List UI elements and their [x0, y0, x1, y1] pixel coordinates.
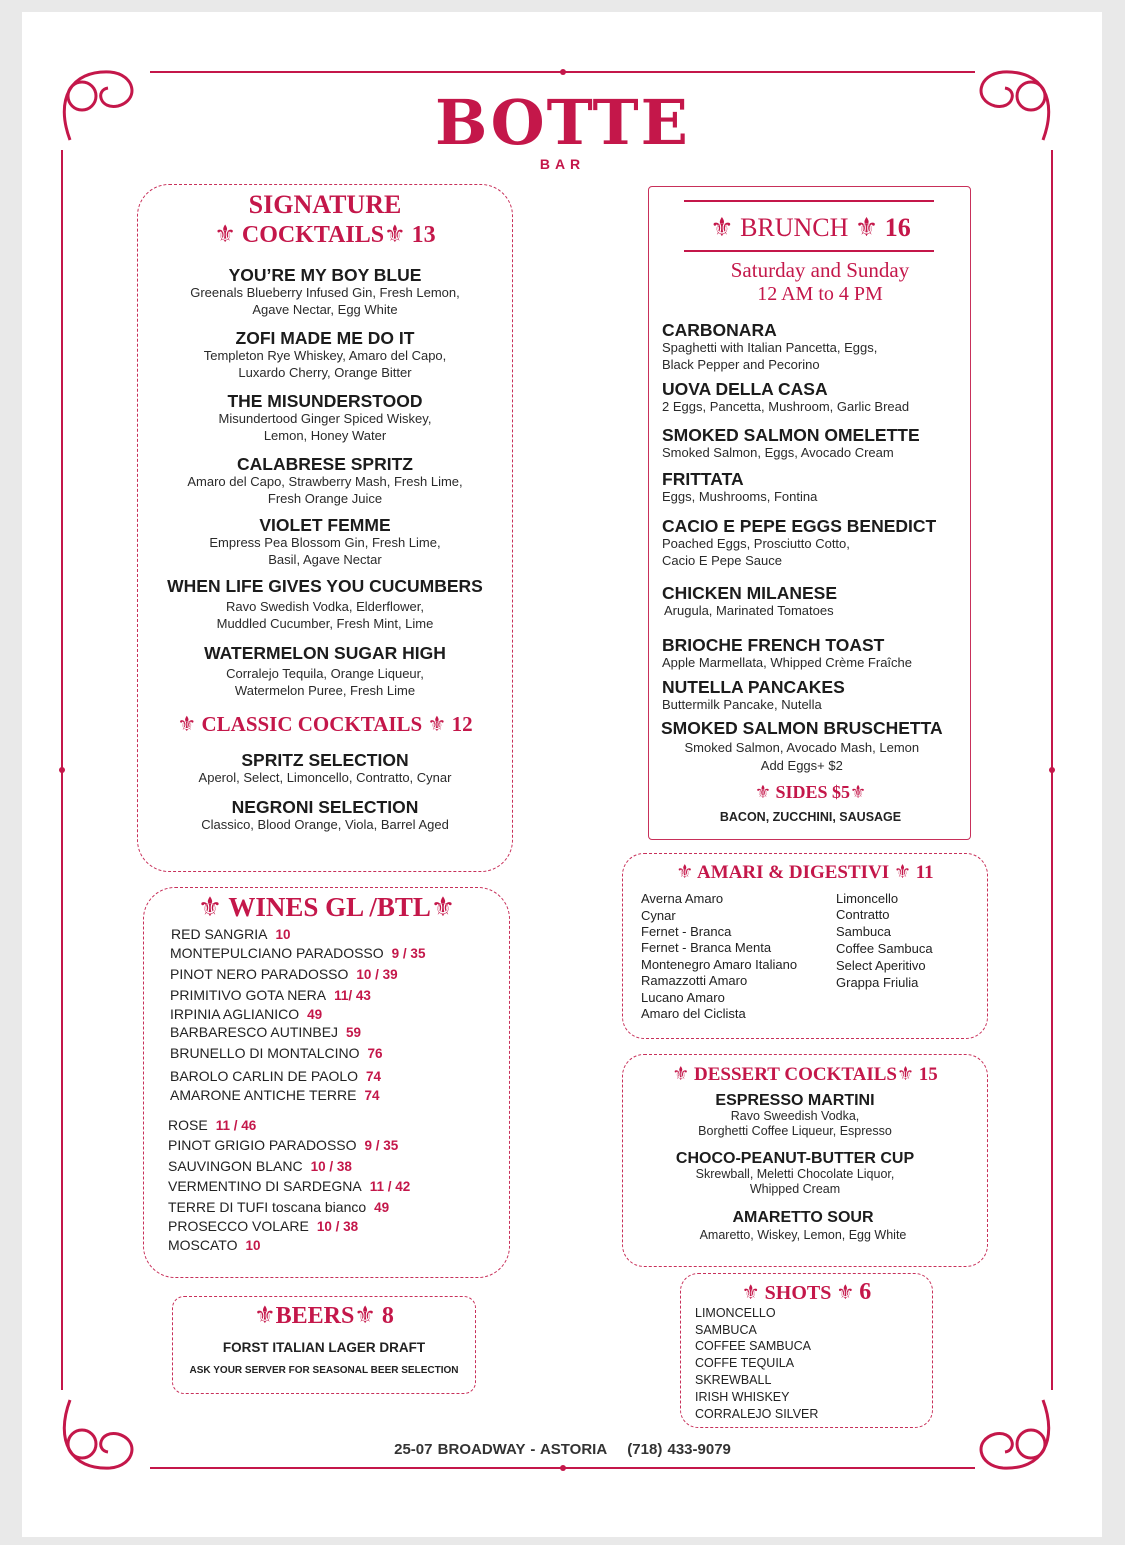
cocktail-item: WHEN LIFE GIVES YOU CUCUMBERS Ravo Swedish Vodka, Elderflower, Muddled Cucumber, Fresh Mint, Lime: [167, 576, 483, 631]
classic-cocktails-title: ⚜ CLASSIC COCKTAILS ⚜ 12: [177, 712, 473, 736]
wine-item: VERMENTINO DI SARDEGNA 11 / 42: [168, 1178, 411, 1194]
wine-item: TERRE DI TUFI toscana bianco 49: [168, 1199, 390, 1215]
amari-item: Sambuca: [836, 924, 891, 939]
fleuron-icon: ⚜: [197, 892, 223, 923]
brunch-item: CACIO E PEPE EGGS BENEDICT Poached Eggs, Prosciutto Cotto, Cacio E Pepe Sauce: [662, 516, 937, 568]
footer-address: 25-07 BROADWAY - ASTORIA: [394, 1441, 607, 1458]
brunch-rule-top: [684, 200, 934, 202]
dessert-title: ⚜ DESSERT COCKTAILS⚜ 15: [672, 1063, 938, 1085]
wine-item: PROSECCO VOLARE 10 / 38: [168, 1218, 359, 1234]
cocktail-item: ZOFI MADE ME DO IT Templeton Rye Whiskey, Amaro del Capo, Luxardo Cherry, Orange Bitter: [203, 328, 447, 380]
wines-title: ⚜ WINES GL /BTL⚜: [197, 892, 456, 923]
amari-title: ⚜ AMARI & DIGESTIVI ⚜ 11: [676, 861, 934, 883]
wine-item: BARBARESCO AUTINBEJ 59: [170, 1024, 362, 1040]
sides-list: BACON, ZUCCHINI, SAUSAGE: [719, 810, 902, 824]
amari-item: Select Aperitivo: [836, 958, 926, 973]
amari-item: Fernet - Branca: [641, 924, 732, 939]
fleuron-icon: ⚜: [710, 213, 734, 243]
cocktail-item: CALABRESE SPRITZ Amaro del Capo, Strawberry Mash, Fresh Lime, Fresh Orange Juice: [187, 454, 463, 506]
sides-title: ⚜ SIDES $5⚜: [754, 782, 867, 803]
fleuron-icon: ⚜: [754, 782, 771, 803]
amari-item: Coffee Sambuca: [836, 941, 933, 956]
brunch-item: NUTELLA PANCAKES Buttermilk Pancake, Nutella: [662, 677, 845, 712]
wine-item: MONTEPULCIANO PARADOSSO 9 / 35: [170, 945, 426, 961]
brunch-hours: 12 AM to 4 PM: [757, 283, 883, 305]
amari-item: Averna Amaro: [641, 891, 724, 906]
brunch-item: UOVA DELLA CASA 2 Eggs, Pancetta, Mushroom, Garlic Bread: [662, 379, 910, 414]
fleuron-icon: ⚜: [254, 1301, 276, 1329]
fleuron-icon: ⚜: [854, 213, 879, 243]
fleuron-icon: ⚜: [672, 1063, 690, 1085]
fleuron-icon: ⚜: [384, 220, 406, 248]
wine-item: SAUVINGON BLANC 10 / 38: [168, 1158, 352, 1174]
footer-phone: (718) 433-9079: [627, 1441, 731, 1458]
wine-item: IRPINIA AGLIANICO 49: [170, 1006, 323, 1022]
footer-contact: [0, 1441, 1125, 1458]
amari-item: Contratto: [836, 907, 890, 922]
fleuron-icon: ⚜: [676, 861, 694, 883]
shot-item: COFFEE SAMBUCA: [695, 1339, 811, 1353]
dessert-item: ESPRESSO MARTINI Ravo Sweedish Vodka, Borghetti Coffee Liqueur, Espresso: [698, 1092, 892, 1138]
cocktail-item: THE MISUNDERSTOOD Misundertood Ginger Spiced Wiskey, Lemon, Honey Water: [218, 391, 432, 443]
cocktail-item: NEGRONI SELECTION Classico, Blood Orange, Viola, Barrel Aged: [201, 797, 449, 832]
fleuron-icon: ⚜: [893, 861, 911, 883]
amari-item: Limoncello: [836, 891, 899, 906]
fleuron-icon: ⚜: [836, 1280, 855, 1304]
fleuron-icon: ⚜: [177, 712, 197, 736]
beers-title: ⚜BEERS⚜ 8: [254, 1301, 394, 1329]
fleuron-icon: ⚜: [427, 712, 447, 736]
cocktail-item: WATERMELON SUGAR HIGH Corralejo Tequila, Orange Liqueur, Watermelon Puree, Fresh Lime: [204, 643, 446, 698]
brunch-item: CHICKEN MILANESE Arugula, Marinated Tomatoes: [662, 583, 838, 618]
fleuron-icon: ⚜: [896, 1063, 915, 1085]
fleuron-icon: ⚜: [850, 782, 867, 803]
fleuron-icon: ⚜: [214, 220, 236, 248]
shots-title: ⚜ SHOTS ⚜ 6: [741, 1279, 872, 1305]
beer-item: FORST ITALIAN LAGER DRAFT: [222, 1340, 426, 1355]
dessert-item: AMARETTO SOUR Amaretto, Wiskey, Lemon, Egg White: [699, 1209, 907, 1242]
signature-subtitle: ⚜ COCKTAILS⚜ 13: [214, 220, 436, 248]
brunch-days: Saturday and Sunday: [730, 258, 910, 282]
amari-item: Ramazzotti Amaro: [641, 973, 748, 988]
brunch-item: SMOKED SALMON BRUSCHETTA Smoked Salmon, Avocado Mash, Lemon Add Eggs+ $2: [661, 718, 943, 773]
brunch-rule-bottom: [684, 250, 934, 252]
amari-item: Grappa Friulia: [836, 975, 919, 990]
fleuron-icon: ⚜: [741, 1280, 760, 1304]
wine-item: RED SANGRIA 10: [171, 926, 291, 942]
wine-item: BRUNELLO DI MONTALCINO 76: [170, 1045, 383, 1061]
shot-item: IRISH WHISKEY: [695, 1390, 790, 1404]
amari-item: Lucano Amaro: [641, 990, 725, 1005]
cocktail-item: VIOLET FEMME Empress Pea Blossom Gin, Fresh Lime, Basil, Agave Nectar: [209, 515, 441, 567]
brunch-item: FRITTATA Eggs, Mushrooms, Fontina: [662, 469, 818, 504]
wine-item: PINOT NERO PARADOSSO 10 / 39: [170, 966, 398, 982]
wine-item: MOSCATO 10: [168, 1237, 261, 1253]
signature-title: SIGNATURE: [248, 190, 402, 219]
fleuron-icon: ⚜: [430, 892, 456, 923]
wine-item: BAROLO CARLIN DE PAOLO 74: [170, 1068, 382, 1084]
cocktail-item: YOU’RE MY BOY BLUE Greenals Blueberry Infused Gin, Fresh Lemon, Agave Nectar, Egg White: [190, 265, 460, 317]
shot-item: CORRALEJO SILVER: [695, 1407, 819, 1421]
wine-item: PINOT GRIGIO PARADOSSO 9 / 35: [168, 1137, 399, 1153]
shot-item: LIMONCELLO: [695, 1306, 776, 1320]
amari-item: Amaro del Ciclista: [641, 1006, 746, 1021]
brand-logo: BOTTE: [435, 86, 690, 159]
fleuron-icon: ⚜: [354, 1301, 376, 1329]
brand-subtitle: BAR: [539, 156, 586, 172]
amari-item: Montenegro Amaro Italiano: [641, 957, 798, 972]
shot-item: SKREWBALL: [695, 1373, 772, 1387]
shot-item: SAMBUCA: [695, 1323, 757, 1337]
shot-item: COFFE TEQUILA: [695, 1356, 795, 1370]
amari-item: Fernet - Branca Menta: [641, 940, 772, 955]
dessert-item: CHOCO-PEANUT-BUTTER CUP Skrewball, Meletti Chocolate Liquor, Whipped Cream: [675, 1150, 915, 1196]
brunch-title: ⚜ BRUNCH ⚜ 16: [710, 213, 911, 243]
wine-item: PRIMITIVO GOTA NERA 11/ 43: [170, 987, 371, 1003]
wine-item: AMARONE ANTICHE TERRE 74: [170, 1087, 380, 1103]
cocktail-item: SPRITZ SELECTION Aperol, Select, Limoncello, Contratto, Cynar: [198, 750, 452, 785]
brunch-item: CARBONARA Spaghetti with Italian Pancetta, Eggs, Black Pepper and Pecorino: [662, 320, 878, 372]
beer-note: ASK YOUR SERVER FOR SEASONAL BEER SELECTION: [189, 1365, 459, 1376]
amari-item: Cynar: [641, 908, 676, 923]
brunch-item: SMOKED SALMON OMELETTE Smoked Salmon, Eggs, Avocado Cream: [662, 425, 920, 460]
brunch-item: BRIOCHE FRENCH TOAST Apple Marmellata, Whipped Crème Fraîche: [662, 635, 912, 670]
wine-item: ROSE 11 / 46: [168, 1117, 257, 1133]
